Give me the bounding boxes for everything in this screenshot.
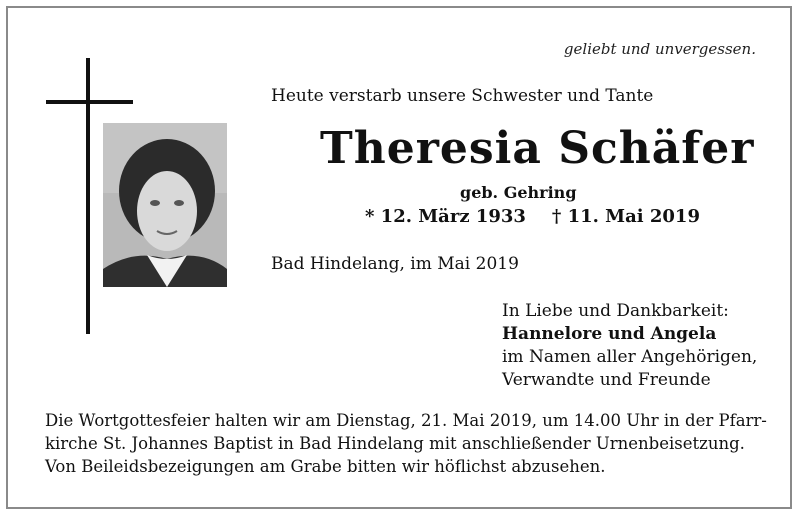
notice-line: Von Beileidsbezeigungen am Grabe bitten wir höflichst abzusehen. [45, 457, 606, 476]
notice-line: Die Wortgottesfeier halten wir am Dienstag, 21. Mai 2019, um 14.00 Uhr in der Pfarr- [45, 411, 767, 430]
birth-date: * 12. März 1933 [365, 206, 526, 227]
deceased-name: Theresia Schäfer [320, 123, 755, 174]
cross-icon-bar [46, 100, 133, 104]
death-date: † 11. Mai 2019 [551, 206, 700, 227]
intro-text: Heute verstarb unsere Schwester und Tante [271, 86, 654, 106]
motto: geliebt und unvergessen. [563, 40, 756, 58]
maiden-name: geb. Gehring [460, 183, 577, 202]
life-dates [365, 206, 700, 227]
service-notice [45, 409, 767, 478]
signoff-line: Verwandte und Freunde [502, 370, 711, 390]
portrait-photo [103, 123, 227, 287]
signoff-block [502, 300, 757, 392]
place-date: Bad Hindelang, im Mai 2019 [271, 254, 519, 274]
signoff-line: In Liebe und Dankbarkeit: [502, 301, 729, 321]
mourner-names: Hannelore und Angela [502, 324, 717, 344]
signoff-line: im Namen aller Angehörigen, [502, 347, 758, 367]
notice-line: kirche St. Johannes Baptist in Bad Hindelang mit anschließender Urnenbeisetzung. [45, 434, 745, 453]
